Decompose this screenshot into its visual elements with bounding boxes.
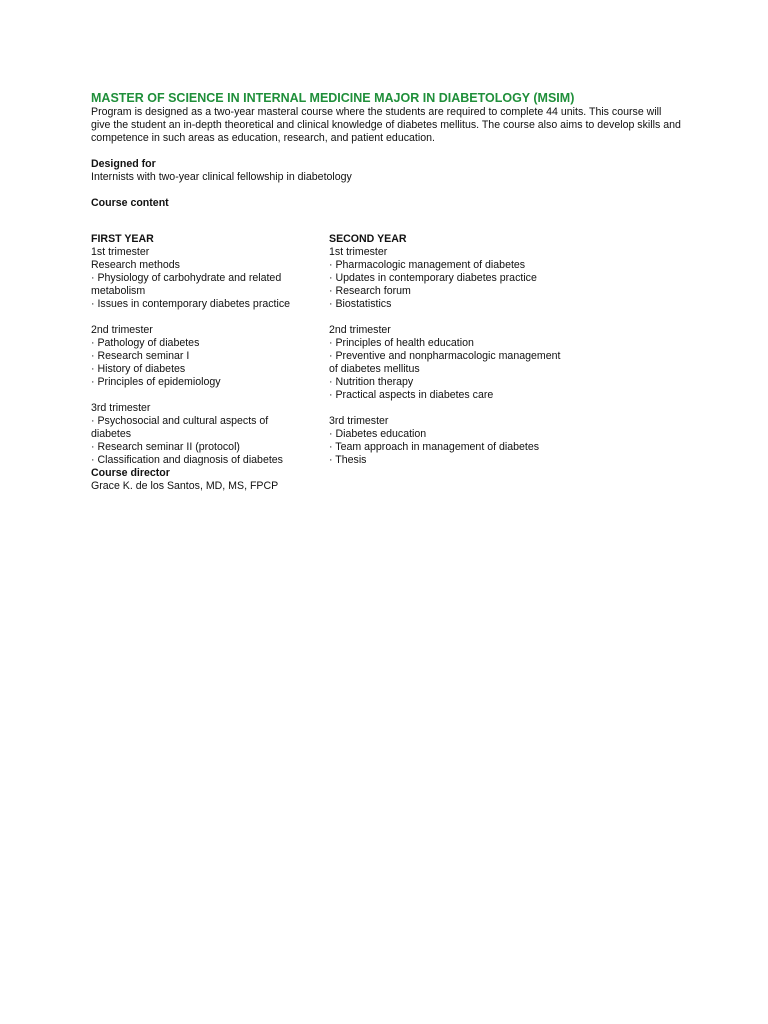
second-year-trimester-3 bbox=[329, 415, 569, 467]
course-columns bbox=[91, 233, 691, 467]
course-content-heading: Course content bbox=[91, 197, 169, 209]
course-item: · Team approach in management of diabetes bbox=[329, 441, 540, 453]
course-item: · Preventive and nonpharmacologic management of diabetes mellitus bbox=[329, 350, 561, 375]
course-item: · Research seminar I bbox=[91, 350, 190, 362]
first-year-column bbox=[91, 233, 311, 480]
second-year-trimester-1 bbox=[329, 246, 569, 311]
designed-for-text: Internists with two-year clinical fellowship in diabetology bbox=[91, 171, 352, 183]
course-item: · Research seminar II (protocol) bbox=[91, 441, 240, 453]
course-item: · Research forum bbox=[329, 285, 411, 297]
trimester-label: 2nd trimester bbox=[91, 324, 153, 336]
course-item: · Physiology of carbohydrate and related metabolism bbox=[91, 272, 282, 297]
designed-for-heading: Designed for bbox=[91, 158, 156, 170]
trimester-label: 3rd trimester bbox=[91, 402, 151, 414]
spacer bbox=[91, 210, 691, 223]
course-item: · Issues in contemporary diabetes practice bbox=[91, 298, 291, 310]
course-item: · Updates in contemporary diabetes practice bbox=[329, 272, 537, 284]
page-title: MASTER OF SCIENCE IN INTERNAL MEDICINE MAJOR IN DIABETOLOGY (MSIM) bbox=[91, 91, 575, 105]
spacer bbox=[91, 223, 691, 233]
first-year-trimester-1 bbox=[91, 246, 311, 311]
first-year-heading: FIRST YEAR bbox=[91, 233, 154, 245]
trimester-label: 2nd trimester bbox=[329, 324, 391, 336]
course-item: · Classification and diagnosis of diabetes bbox=[91, 454, 283, 466]
second-year-heading: SECOND YEAR bbox=[329, 233, 407, 245]
first-year-trimester-3 bbox=[91, 402, 311, 467]
course-item: · Principles of health education bbox=[329, 337, 474, 349]
spacer bbox=[91, 145, 691, 158]
course-director-heading: Course director bbox=[91, 467, 170, 479]
course-item: · History of diabetes bbox=[91, 363, 186, 375]
course-item: Research methods bbox=[91, 259, 180, 271]
document-page bbox=[91, 91, 691, 493]
program-description: Program is designed as a two-year masteral course where the students are required to complete 44 units. This course will give the student an in-depth theoretical and clinical knowledge of diabetes mellitus. The course also aims to develop skills and competence in such areas as education, research, and patient education. bbox=[91, 106, 681, 144]
trimester-label: 1st trimester bbox=[329, 246, 388, 258]
course-item: · Pharmacologic management of diabetes bbox=[329, 259, 526, 271]
second-year-column bbox=[329, 233, 569, 480]
first-year-trimester-2 bbox=[91, 324, 311, 389]
course-item: · Psychosocial and cultural aspects of diabetes bbox=[91, 415, 269, 440]
course-item: · Thesis bbox=[329, 454, 367, 466]
second-year-trimester-2 bbox=[329, 324, 569, 402]
course-item: · Nutrition therapy bbox=[329, 376, 414, 388]
course-item: · Principles of epidemiology bbox=[91, 376, 221, 388]
course-item: · Pathology of diabetes bbox=[91, 337, 200, 349]
trimester-label: 1st trimester bbox=[91, 246, 150, 258]
course-item: · Diabetes education bbox=[329, 428, 427, 440]
course-item: · Biostatistics bbox=[329, 298, 392, 310]
course-director-name: Grace K. de los Santos, MD, MS, FPCP bbox=[91, 480, 279, 492]
course-item: · Practical aspects in diabetes care bbox=[329, 389, 494, 401]
trimester-label: 3rd trimester bbox=[329, 415, 389, 427]
spacer bbox=[91, 184, 691, 197]
